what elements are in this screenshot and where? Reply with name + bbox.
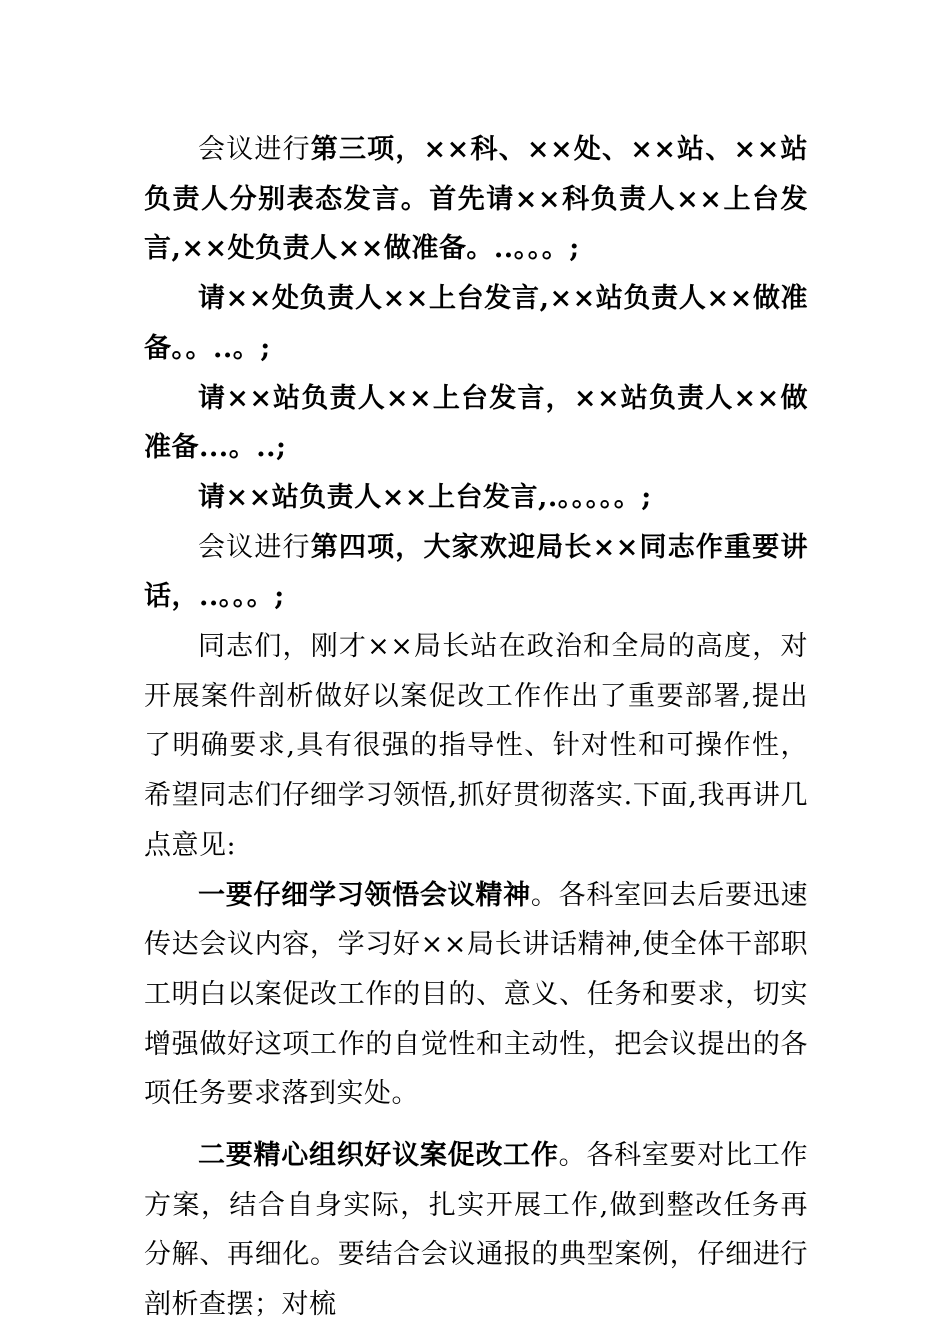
paragraph-emphasis: 请××站负责人××上台发言，××站负责人××做准备...。..; <box>144 382 808 464</box>
point-body: 。各科室要对比工作方案，结合自身实际，扎实开展工作,做到整改任务再分解、再细化。要结合会议通报的典型案例，仔细进行剖析查摆；对梳 <box>144 1140 809 1321</box>
paragraph-item-3 <box>144 125 808 274</box>
paragraph-lead: 同志们，刚才××局长站在政治和全局的高度，对开展案件剖析做好以案促改工作作出了重要部署,提出了明确要求,具有很强的指导性、针对性和可操作性，希望同志们仔细学习领悟,抓好贯彻落实.下面,我再讲几点意见: <box>144 631 808 861</box>
point-body: 。各科室回去后要迅速传达会议内容，学习好××局长讲话精神,使全体干部职工明白以案促改工作的目的、意义、任务和要求，切实增强做好这项工作的自觉性和主动性，把会议提出的各项任务要求落到实处。 <box>144 879 809 1110</box>
point-heading: 二要精心组织好议案促改工作 <box>198 1140 559 1172</box>
paragraph-emphasis: 请××站负责人××上台发言,.。。。。。; <box>198 481 652 513</box>
speaker-call-3 <box>144 473 808 523</box>
paragraph-item-4 <box>144 523 808 622</box>
paragraph-point-2 <box>144 1131 808 1330</box>
paragraph-lead: 会议进行 <box>198 531 311 563</box>
paragraph-emphasis: 请××处负责人××上台发言,××站负责人××做准备。。..。; <box>144 283 808 364</box>
speaker-call-1 <box>144 274 808 373</box>
paragraph-summary <box>144 622 808 871</box>
speaker-call-2 <box>144 374 808 473</box>
paragraph-emphasis: 第三项，××科、××处、××站、××站负责人分别表态发言。首先请××科负责人××上台发言,××处负责人××做准备。..。。。; <box>144 134 808 265</box>
paragraph-emphasis: 第四项，大家欢迎局长××同志作重要讲话，..。。。; <box>144 531 808 613</box>
document-body <box>144 125 808 1330</box>
paragraph-point-1 <box>144 871 808 1120</box>
paragraph-lead: 会议进行 <box>198 134 311 165</box>
point-heading: 一要仔细学习领悟会议精神 <box>198 879 531 911</box>
